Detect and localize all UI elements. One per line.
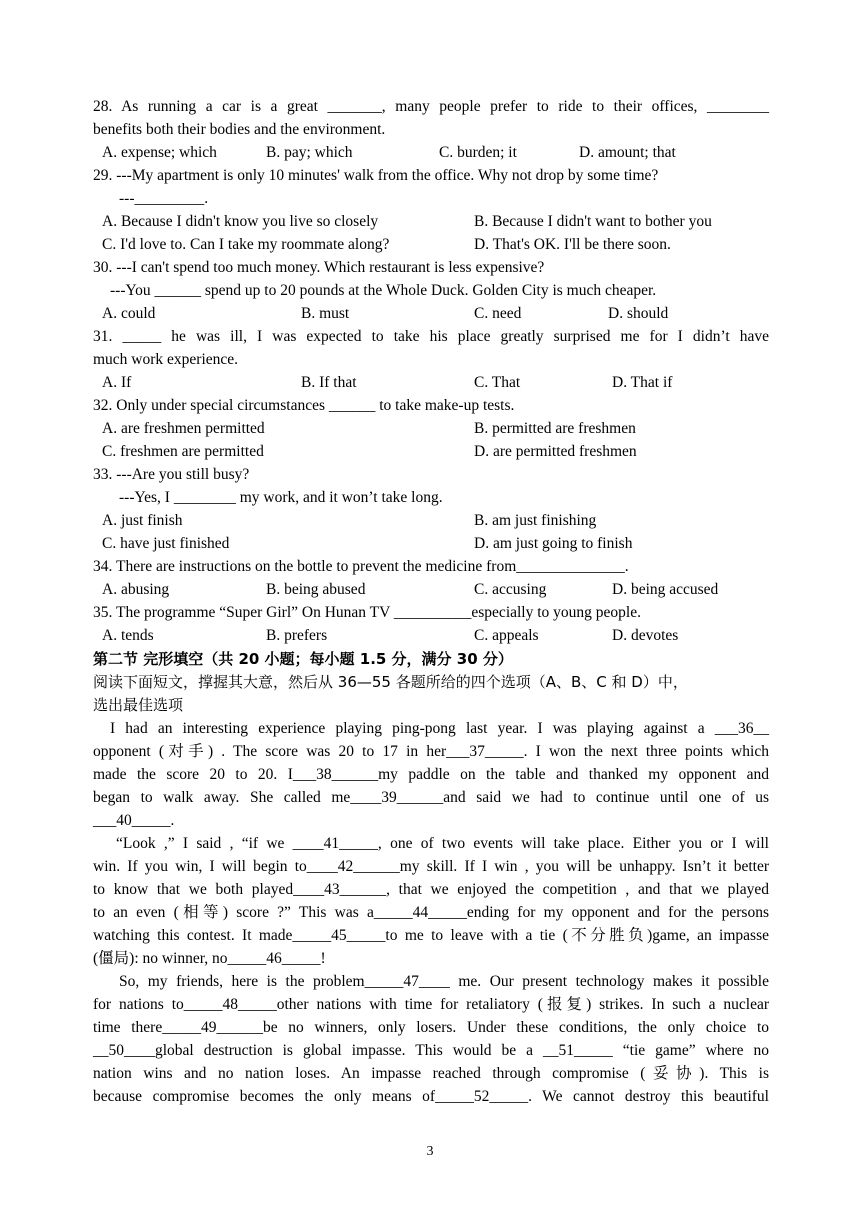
q34-option-a: A. abusing xyxy=(102,581,170,598)
q28-option-d: D. amount; that xyxy=(579,144,676,161)
q28-option-b: B. pay; which xyxy=(266,144,353,161)
q32-stem-line1: 32. Only under special circumstances ______ to take make-up tests. xyxy=(93,397,515,414)
passage-line: to an even (相等) score ?” This was a_____44_____ending for my opponent and for the persons xyxy=(93,904,769,921)
q32-option-b: B. permitted are freshmen xyxy=(474,420,636,437)
passage-line: So, my friends, here is the problem_____47____ me. Our present technology makes it possible xyxy=(119,973,769,990)
q29-stem-line1: 29. ---My apartment is only 10 minutes' walk from the office. Why not drop by some time? xyxy=(93,167,659,184)
q34-stem-line1: 34. There are instructions on the bottle to prevent the medicine from______________. xyxy=(93,558,629,575)
q34-option-d: D. being accused xyxy=(612,581,719,598)
q35-option-c: C. appeals xyxy=(474,627,539,644)
passage-line: time there_____49______be no winners, only losers. Under these conditions, the only choice to xyxy=(93,1019,769,1036)
passage-line: because compromise becomes the only means of_____52_____. We cannot destroy this beautiful xyxy=(93,1088,769,1105)
q30-option-a: A. could xyxy=(102,305,156,322)
q29-option-a: A. Because I didn't know you live so closely xyxy=(102,213,379,230)
q29-option-c: C. I'd love to. Can I take my roommate along? xyxy=(102,236,390,253)
passage-line: nation wins and no nation loses. An impasse reached through compromise (妥协). This is xyxy=(93,1065,769,1082)
section-heading: 第二节 完形填空（共 20 小题；每小题 1.5 分，满分 30 分） xyxy=(93,650,513,668)
q30-stem-line2: ---You ______ spend up to 20 pounds at the Whole Duck. Golden City is much cheaper. xyxy=(110,282,657,299)
q32-option-d: D. are permitted freshmen xyxy=(474,443,637,460)
section-instruction-line2: 选出最佳选项 xyxy=(93,696,184,714)
passage-line: __50____global destruction is global impasse. This would be a __51_____ “tie game” where no xyxy=(93,1042,769,1059)
q34-option-c: C. accusing xyxy=(474,581,547,598)
q33-stem-line1: 33. ---Are you still busy? xyxy=(93,466,250,483)
passage-line: for nations to_____48_____other nations with time for retaliatory (报复) strikes. In such a nuclear xyxy=(93,996,769,1013)
q35-option-a: A. tends xyxy=(102,627,154,644)
q31-option-c: C. That xyxy=(474,374,521,391)
q33-stem-line2: ---Yes, I ________ my work, and it won’t take long. xyxy=(119,489,443,506)
q35-option-b: B. prefers xyxy=(266,627,328,644)
q31-option-b: B. If that xyxy=(301,374,357,391)
q28-stem-line1: 28. As running a car is a great _______, many people prefer to ride to their offices, ________ xyxy=(93,98,769,115)
q31-stem-line1: 31. _____ he was ill, I was expected to take his place greatly surprised me for I didn’t have xyxy=(93,328,769,345)
passage-line: “Look ,” I said , “if we ____41_____, one of two events will take place. Either you or I will xyxy=(116,835,769,852)
q32-option-a: A. are freshmen permitted xyxy=(102,420,265,437)
q33-option-a: A. just finish xyxy=(102,512,183,529)
passage-line: to know that we both played____43______, that we enjoyed the competition , and that we played xyxy=(93,881,769,898)
passage-line: made the score 20 to 20. I___38______my paddle on the table and thanked my opponent and xyxy=(93,766,769,783)
q30-option-b: B. must xyxy=(301,305,350,322)
q30-option-c: C. need xyxy=(474,305,522,322)
q35-stem-line1: 35. The programme “Super Girl” On Hunan TV __________especially to young people. xyxy=(93,604,641,621)
passage-line: ___40_____. xyxy=(93,812,175,829)
q35-option-d: D. devotes xyxy=(612,627,679,644)
q33-option-c: C. have just finished xyxy=(102,535,230,552)
q29-option-d: D. That's OK. I'll be there soon. xyxy=(474,236,671,253)
q29-option-b: B. Because I didn't want to bother you xyxy=(474,213,712,230)
q28-stem-line2: benefits both their bodies and the environment. xyxy=(93,121,386,138)
q31-stem-line2: much work experience. xyxy=(93,351,239,368)
page-number: 3 xyxy=(426,1144,434,1159)
passage-line: (僵局): no winner, no_____46_____! xyxy=(93,950,326,967)
passage-line: I had an interesting experience playing ping-pong last year. I was playing against a ___36__ xyxy=(110,720,769,737)
q28-option-a: A. expense; which xyxy=(102,144,217,161)
passage-line: win. If you win, I will begin to____42______my skill. If I win , you will be unhappy. Isn’t it better xyxy=(93,858,769,875)
q29-stem-line2: ---_________. xyxy=(119,190,209,207)
passage-line: watching this contest. It made_____45_____to me to leave with a tie (不分胜负)game, an impasse xyxy=(93,927,769,944)
passage-line: opponent (对手) . The score was 20 to 17 in her___37_____. I won the next three points which xyxy=(93,743,769,760)
q30-stem-line1: 30. ---I can't spend too much money. Which restaurant is less expensive? xyxy=(93,259,545,276)
q33-option-b: B. am just finishing xyxy=(474,512,597,529)
section-instruction-line1: 阅读下面短文，撑握其大意，然后从 36—55 各题所给的四个选项（A、B、C 和 D）中， xyxy=(93,673,688,691)
q34-option-b: B. being abused xyxy=(266,581,366,598)
q31-option-a: A. If xyxy=(102,374,132,391)
q33-option-d: D. am just going to finish xyxy=(474,535,633,552)
q32-option-c: C. freshmen are permitted xyxy=(102,443,264,460)
q28-option-c: C. burden; it xyxy=(439,144,517,161)
q31-option-d: D. That if xyxy=(612,374,673,391)
q30-option-d: D. should xyxy=(608,305,669,322)
passage-line: began to walk away. She called me____39______and said we had to continue until one of us xyxy=(93,789,769,806)
